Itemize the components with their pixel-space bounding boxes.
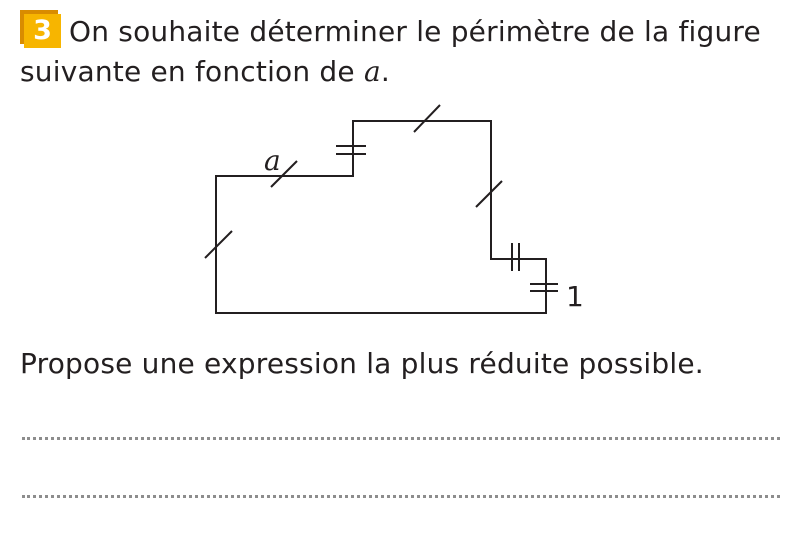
exercise-number: 3	[24, 14, 61, 48]
statement-text: On souhaite déterminer le périmètre de la figure suivante en fonction de	[20, 15, 761, 88]
tick-top-edge	[414, 105, 440, 132]
tick-left-edge	[205, 231, 232, 258]
label-1: 1	[566, 280, 584, 313]
statement-variable: a	[363, 55, 381, 88]
question-text: Propose une expression la plus réduite possible.	[20, 347, 704, 380]
tick-right-edge	[476, 181, 502, 207]
answer-line-1[interactable]	[22, 437, 780, 440]
statement-end: .	[380, 55, 390, 88]
answer-line-2[interactable]	[22, 495, 780, 498]
label-a: a	[264, 144, 281, 177]
